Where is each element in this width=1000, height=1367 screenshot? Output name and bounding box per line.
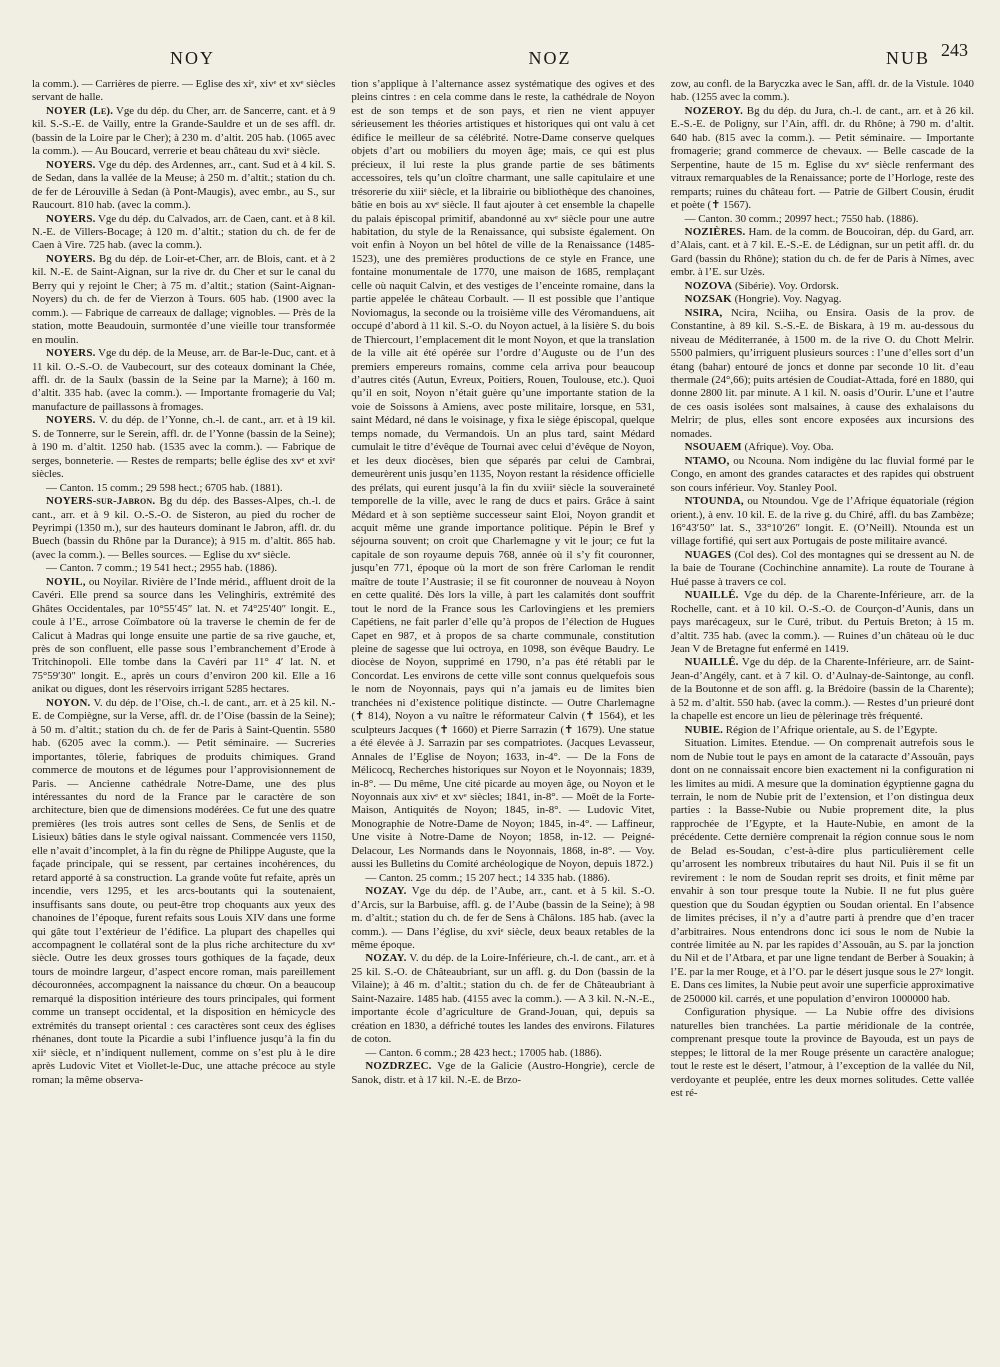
text-columns bbox=[32, 78, 974, 1349]
dictionary-entry bbox=[351, 1060, 654, 1087]
dictionary-entry bbox=[671, 307, 974, 442]
column-1 bbox=[32, 78, 335, 1349]
entry-canton-stats: — Canton. 6 comm.; 28 423 hect.; 17005 hab. (1886). bbox=[365, 1046, 602, 1059]
entry-text: Vge du dép. de la Meuse, arr. de Bar-le-Duc, cant. et à 11 kil. O.-S.-O. de Vaubecourt, sur des coteaux dominant la Chée, affl. dr. de la Saulx (bassin de la Seine par la Marne); à 160 m. d’altit. 335 hab. (avec la comm.). — Importante fromagerie du Val; manufacture de paillassons à fromages. bbox=[32, 347, 336, 413]
dictionary-entry bbox=[351, 885, 654, 952]
entry-text: Configuration physique. — La Nubie offre des divisions naturelles bien tranchées. La partie méridionale de la contrée, comprenant presque toute la province de Bayouda, est un pays de steppes; le littoral de la mer Rouge présente un caractère analogue; tout le reste est le désert, l’atmour, à l’exception de la vallée du Nil, verdoyante et peuplée, entre les deux mornes solitudes. Cette vallée est ré- bbox=[670, 1006, 974, 1099]
dictionary-entry bbox=[671, 280, 974, 293]
dictionary-entry bbox=[32, 576, 335, 697]
entry-headword: NTAMO, bbox=[684, 454, 730, 467]
dictionary-entry bbox=[671, 737, 974, 1006]
dictionary-entry bbox=[32, 347, 335, 414]
dictionary-entry bbox=[671, 455, 974, 495]
running-head-right: NUB bbox=[885, 47, 930, 68]
entry-headword: NUAGES bbox=[684, 548, 732, 561]
running-head-center: NOZ bbox=[528, 47, 572, 68]
entry-headword: NUBIE. bbox=[684, 723, 724, 736]
entry-headword: NOYERS. bbox=[46, 347, 96, 360]
dictionary-entry bbox=[671, 441, 974, 454]
entry-canton-stats: — Canton. 25 comm.; 15 207 hect.; 14 335 hab. (1886). bbox=[365, 871, 611, 884]
entry-text: Bg du dép. du Jura, ch.-l. de cant., arr. et à 26 kil. E.-S.-E. de Poligny, sur l’Ain, affl. dr. du Rhône; à 790 m. d’altit. 640 hab. (815 avec la comm.). — Petit séminaire. — Importante fromagerie; grand commerce de chevaux. — Belle cascade de la Serpentine, haute de 15 m. Eglise du xvᵉ siècle renfermant des vitraux remarquables de la Renaissance; porte de l’Horloge, reste des remparts; ruines du château fort. — Patrie de Gilbert Cousin, érudit et poète (✝ 1567). bbox=[670, 104, 974, 212]
entry-headword: NOYER (Le). bbox=[46, 104, 114, 117]
column-2 bbox=[351, 78, 654, 1349]
dictionary-entry bbox=[671, 105, 974, 226]
entry-text: ou Ntoundou. Vge de l’Afrique équatoriale (région orient.), à env. 10 kil. E. de la rive g. du Chiré, affl. du bas Zambèze; 16°43′50″ lat. S., 33°10′26″ longit. E. (O’Neill). Ntounda est un village fortifié, qui sert aux Portugais de poste militaire avancé. bbox=[670, 495, 974, 548]
dictionary-entry bbox=[671, 78, 974, 105]
entry-text: ou Noyilar. Rivière de l’Inde mérid., affluent droit de la Cavéri. Elle prend sa source dans les Velinghiris, extrémité des Ghâtes Occidentales, par 10°55′45″ lat. N. et 74°25′40″ longit. E., coule à l’E., arrose Coïmbatore où la traverse le chemin de fer de Calicut à Madras qui longe ensuite une partie de sa rive gauche, et, près de son confluent, elle passe sous l’embranchement d’Erode à Tritchinopoli. Elle tombe dans la Cavéri par 11° 4′ lat. N. et 75°59′30″ longit. E., après un cours d’environ 200 kil. Elle a 16 anikat ou digues, dont les réservoirs irrigant 5285 hectares. bbox=[32, 575, 336, 696]
column-3 bbox=[671, 78, 974, 1349]
dictionary-entry bbox=[32, 253, 335, 347]
entry-headword: NOYERS. bbox=[46, 158, 96, 171]
dictionary-entry bbox=[671, 589, 974, 656]
entry-text: Vge du dép. des Ardennes, arr., cant. Sud et à 4 kil. S. de Sedan, dans la vallée de la Meuse; à 250 m. d’altit.; station du ch. de fer de Lérouville à Sedan (à Pont-Maugis), avec embr., au S., sur Raucourt. 810 hab. (avec la comm.). bbox=[32, 158, 336, 212]
dictionary-entry bbox=[671, 495, 974, 549]
entry-text: Vge du dép. de la Charente-Inférieure, arr. de Saint-Jean-d’Angély, cant. et à 7 kil. O. d’Aulnay-de-Saintonge, au confl. de la Boutonne et de son affl. g. la Brédoire (bassin de la Charente); à 52 m. d’altit. 550 hab. (avec la comm.). — Restes d’un prieuré dont la chapelle est encore un lieu de pèlerinage très fréquenté. bbox=[670, 656, 974, 723]
entry-headword: NOZSAK bbox=[684, 293, 732, 306]
entry-text: Vge du dép. du Cher, arr. de Sancerre, cant. et à 9 kil. S.-S.-E. de Vailly, entre la Grande-Sauldre et un de ses affl. dr. (bassin de la Loire par le Cher); à 230 m. d’altit. 205 hab. (1065 avec la comm.). — Au Boucard, verrerie et beau château du xviᵉ siècle. bbox=[32, 104, 336, 158]
entry-text: Ham. de la comm. de Boucoiran, dép. du Gard, arr. d’Alais, cant. et à 7 kil. E.-S.-E. de Lédignan, sur un petit affl. dr. du Gard (bassin du Rhône); station du ch. de fer de Paris à Nîmes, avec embr. à l’E. sur Uzès. bbox=[670, 225, 974, 279]
entry-headword: NTOUNDA, bbox=[684, 495, 744, 508]
dictionary-entry bbox=[671, 724, 974, 737]
entry-text: (Sibérie). Voy. Ordorsk. bbox=[732, 279, 839, 292]
entry-headword: NSOUAEM bbox=[684, 441, 742, 454]
entry-headword: NOZEROY. bbox=[684, 104, 744, 117]
dictionary-entry bbox=[32, 697, 335, 1087]
entry-headword: NOZIÈRES. bbox=[684, 225, 746, 238]
entry-text: Vge de la Galicie (Austro-Hongrie), cercle de Sanok, distr. et à 17 kil. N.-E. de Brzo- bbox=[351, 1060, 655, 1086]
running-head bbox=[30, 40, 970, 76]
entry-canton-stats: — Canton. 15 comm.; 29 598 hect.; 6705 hab. (1881). bbox=[46, 481, 283, 494]
entry-text: Vge du dép. de la Charente-Inférieure, arr. de la Rochelle, cant. et à 10 kil. O.-S.-O. de Courçon-d’Aunis, dans un pays marécageux, sur le Curé, tribut. du Pertuis Breton; à 15 m. d’altit. 735 hab. (avec la comm.). — Ruines d’un château où le duc Jean V de Bretagne fut enfermé en 1419. bbox=[670, 589, 974, 656]
entry-text: tion s’applique à l’alternance assez systématique des ogives et des pleins cintres : en cela comme dans le reste, la cathédrale de Noyon est de son temps et de son pays, et rien ne vient appuyer sérieusement les théories artistiques et historiques qui ont valu à cet édifice le meilleur de sa célébrité. Notre-Dame conserve quelques objets d’art ou mobiliers du moyen âge; mais, ce qui est plus précieux, il lui reste la plus grande partie de ses bâtiments accessoires, tels qu’un cloître charmant, une salle capitulaire et une trésorerie du xiiiᵉ siècle, et la librairie ou bibliothèque des chanoines, bâtie en bois au xvᵉ siècle. Il faut ajouter à cet ensemble la chapelle du palais épiscopal primitif, abandonné au xvᵉ siècle pour une autre habitation, du style de la Renaissance, qui subsiste également. On voit enfin à Noyon un bel hôtel de ville de la Renaissance (1485-1523), une des premières productions de ce style en France, une fontaine monumentale de 1770, une maison de 1685, remplaçant celle où naquit Calvin, et des vestiges de l’enceinte romaine, dans la partie appelée le château Corbault. — Il est possible que l’antique Noviomagus, la seconde ou la troisième ville des Véromanduens, ait occupé d’abord à 11 kil. S.-O. du Noyon actuel, à la lisière S. du bois de Thiercourt, l’emplacement dit le mont Noyon, et que la translation de la ville ait été opérée sur l’ordre d’Auguste ou de l’un des premiers empereurs romains, comme cela arriva pour beaucoup d’autres cités (Autun, Evreux, Poitiers, Rouen, Toulouse, etc.). Quoi qu’il en soit, Noyon n’était guère qu’une importante station de la voie de Soissons à Amiens, avec poste militaire, lorsque, en 531, saint Médard, né dans le voisinage, y fixa le siège épiscopal, quelque temps nomade, du Vermandois. Un an plus tard, saint Médard cumulait le titre d’évêque de Tournai avec celui d’évêque de Noyon, et les deux diocèses, bien que séparés par celui de Cambrai, demeurèrent unis jusqu’en 1135, Noyon restant la résidence officielle des prélats, qui eurent jusqu’à la fin du xviiiᵉ siècle la souveraineté temporelle de la ville, avec le rang de ducs et pairs. Grâce à saint Médard et à son septième successeur saint Eloi, Noyon grandit et acquit même une grande importance politique. Pépin le Bref y séjourna souvent; on croit que Charlemagne y vit le jour; ce fut la capitale de son royaume depuis 768, année où il s’y fit couronner, jusqu’en 771, époque où la mort de son frère Carloman le rendit maître de toute l’Austrasie; il se fit couronner de nouveau à Noyon en cette qualité. Dès lors la ville, à part les calamités dont souffrit tout le nord de la France sous les Carlovingiens et les premiers Capétiens, ne fait parler d’elle qu’à propos de l’élection de Hugues Capet en 987, et à propos de sa charte communale, constitution pleine de sagesse que lui octroya, en 1098, son évêque Baudry. Le diocèse de Noyon, supprimé en 1790, n’a pas été rétabli par le Concordat. Les environs de cette ville sont connus quelquefois sous le nom de Noyonnais, pays qui n’a jamais eu de limites bien tranchées ni d’existence politique distincte. — Outre Charlemagne (✝ 814), Noyon a vu naître le réformateur Calvin (✝ 1564), et les sculpteurs Jacques (✝ 1660) et Pierre Sarrazin (✝ 1679). Une statue a été élevée à J. Sarrazin par ses compatriotes. (Jacques Levasseur, Annales de l’Eglise de Noyon; 1633, in-4°. — De la Fons de Mélicocq, Recherches historiques sur Noyon et le Noyonnais; 1839, in-8°. — Du même, Une cité picarde au moyen âge, ou Noyon et le Noyonnais aux xivᵉ et xvᵉ siècles; 1841, in-8°. — Moët de la Forte-Maison, Antiquités de Noyon; 1845, in-8°. — Ludovic Vitet, Monographie de Notre-Dame de Noyon; 1845, in-4°. — Laffineur, Une visite à Notre-Dame de Noyon; 1858, in-12. — Peigné-Delacour, Les Normands dans le Noyonnais, 1868, in-8°. — Voy. aussi les Bulletins du Comité archéologique de Noyon, depuis 1872.) bbox=[351, 78, 655, 871]
dictionary-entry bbox=[351, 952, 654, 1060]
dictionary-entry bbox=[671, 656, 974, 723]
entry-headword: NOYIL, bbox=[46, 575, 86, 588]
entry-text: Vge du dép. du Calvados, arr. de Caen, cant. et à 8 kil. N.-E. de Villers-Bocage; à 120 m. d’altit.; station du ch. de fer de Caen à Vire. 725 hab. (avec la comm.). bbox=[32, 212, 336, 252]
entry-headword: NOYERS. bbox=[46, 212, 96, 225]
dictionary-entry bbox=[32, 105, 335, 159]
entry-headword: NOZAY. bbox=[365, 885, 407, 898]
entry-headword: NOYERS. bbox=[46, 414, 96, 427]
entry-text: la comm.). — Carrières de pierre. — Eglise des xiᵉ, xivᵉ et xvᵉ siècles servant de halle. bbox=[32, 78, 336, 104]
entry-headword: NOYERS. bbox=[46, 252, 96, 265]
entry-text: Situation. Limites. Etendue. — On comprenait autrefois sous le nom de Nubie tout le pays en amont de la cataracte d’Assouân, pays dont on ne connaissait encore bien exactement ni la configuration ni les limites au midi. A mesure que la domination égyptienne gagna du terrain, le nom de Nubie prit de l’extension, et l’on distingua deux parties : la Basse-Nubie ou Nubie proprement dite, la plus rapprochée de l’Egypte, et la Haute-Nubie, en amont de la précédente. Cette dernière comprenait la région connue sous le nom de Belad es-Soudan, c’est-à-dire plus particulièrement celle qu’arrosent les nombreux tributaires du haut Nil. Puis il se fit un revirement : le nom de Soudan reprit ses droits, et finit même par envahir à son tour presque toute la Nubie. Il ne fut plus guère question que du Soudan égyptien ou Soudan oriental. En l’absence de limites précises, il n’y a d’autre parti à prendre que d’en tracer d’arbitraires. Nous entendrons donc ici sous le nom de Nubie la contrée limitée au N. par les rapides d’Assouân, au S. par la jonction du Nil et de l’Atbara, et par une ligne tendant de Berber à Souakin; à l’E. par la mer Rouge, et à l’O. par le désert jusque sous le 27ᵉ longit. E. Dans ces limites, la Nubie peut avoir une superficie approximative de 250000 kil. carrés, et une population d’environ 1000000 hab. bbox=[670, 737, 974, 1005]
entry-headword: NOZAY. bbox=[365, 952, 407, 965]
dictionary-entry bbox=[671, 549, 974, 589]
entry-headword: NUAILLÉ. bbox=[684, 589, 739, 602]
entry-text: (Afrique). Voy. Oba. bbox=[741, 441, 834, 454]
entry-text: Vge du dép. de l’Aube, arr., cant. et à 5 kil. S.-O. d’Arcis, sur la Barbuise, affl. g. de l’Aube (bassin de la Seine); à 98 m. d’altit.; station du ch. de fer de Sens à Châlons. 185 hab. (avec la comm.). — Dans l’église, du xviᵉ siècle, deux beaux retables de la même époque. bbox=[351, 885, 655, 951]
entry-headword: NUAILLÉ. bbox=[684, 656, 739, 669]
entry-text: zow, au confl. de la Baryczka avec le San, affl. dr. de la Vistule. 1040 hab. (1255 avec la comm.). bbox=[670, 78, 974, 104]
dictionary-entry bbox=[671, 226, 974, 280]
entry-text: Bg du dép. de Loir-et-Cher, arr. de Blois, cant. et à 2 kil. N.-E. de Saint-Aignan, sur la rive dr. du Cher et sur le canal du Berry qui y rejoint le Cher; à 75 m. d’altit.; station (Saint-Aignan-Noyers) du ch. de fer de Vierzon à Tours. 605 hab. (1900 avec la comm.). — Fabrique de carreaux de dallage; vignobles. — Près de la station, motte Beaudouin, surmontée d’une vieille tour transformée en moulin. bbox=[32, 252, 336, 346]
entry-headword: NSIRA, bbox=[684, 306, 723, 319]
entry-canton-stats: — Canton. 30 comm.; 20997 hect.; 7550 hab. (1886). bbox=[684, 212, 919, 225]
running-head-left: NOY bbox=[170, 47, 215, 68]
entry-text: V. du dép. de la Loire-Inférieure, ch.-l. de cant., arr. et à 25 kil. S.-O. de Châteaubriant, sur un affl. g. du Don (bassin de la Vilaine); à 46 m. d’altit.; station du ch. de fer de Châteaubriant à Saint-Nazaire. 1485 hab. (4155 avec la comm.). — A 3 kil. N.-N.-E., importante école d’agriculture de Grand-Jouan, qui, depuis sa création en 1830, a défriché toutes les landes des environs. Filatures de coton. bbox=[351, 952, 655, 1046]
entry-headword: NOZOVA bbox=[684, 279, 733, 292]
entry-text: Région de l’Afrique orientale, au S. de l’Egypte. bbox=[723, 723, 938, 736]
dictionary-entry bbox=[351, 78, 654, 885]
dictionary-entry bbox=[32, 414, 335, 495]
entry-text: (Hongrie). Voy. Nagyag. bbox=[731, 293, 842, 306]
dictionary-entry bbox=[32, 495, 335, 576]
entry-headword: NOYON. bbox=[46, 696, 91, 709]
entry-canton-stats: — Canton. 7 comm.; 19 541 hect.; 2955 hab. (1886). bbox=[46, 562, 278, 575]
entry-headword: NOYERS-sur-Jabron. bbox=[46, 495, 156, 508]
entry-text: Ncira, Nciiha, ou Ensira. Oasis de la prov. de Constantine, à 89 kil. S.-S.-E. de Biskara, à 19 m. au-dessous du niveau de Méditerranée, à 1500 m. de la rive O. du Chott Melrir. 5500 palmiers, qu’irriguent plusieurs sources : l’une d’elles sort d’un étang (bahar) entouré de joncs et donne par seconde 10 lit. d’eau thermale (24°,66); puits artésien de Coudiat-Attada, foré en 1880, qui donne 2800 lit. par minute. A 1 kil. N. oasis d’Ourir. L’une et l’autre de ces oasis isolées sont malsaines, à cause des exhalaisons du Melrir; de plus, elles sont encore exposées aux incursions des nomades. bbox=[670, 306, 974, 440]
dictionary-entry bbox=[671, 1006, 974, 1100]
entry-text: V. du dép. de l’Oise, ch.-l. de cant., arr. et à 25 kil. N.-E. de Compiègne, sur la Verse, affl. dr. de l’Oise (bassin de la Seine); à 50 m. d’altit.; station du ch. de fer de Paris à Saint-Quentin. 5580 hab. (6205 avec la comm.). — Petit séminaire. — Sucreries importantes, tôlerie, fabriques de produits chimiques. Grand commerce de moutons et de légumes pour l’approvisionnement de Paris. — Ancienne cathédrale Notre-Dame, une des plus intéressantes du nord de la France par le caractère de son architecture, bien que de dimensions modérées. Ce fut une des quatre premières (les trois autres sont celles de Sens, de Senlis et de Lisieux) bâties dans le style ogival naissant. Commencée vers 1150, elle n’avait d’incomplet, à la fin du règne de Philippe Auguste, que la façade principale, qui se ressent, par certaines incohérences, du retard apporté à sa construction. La grande voûte fut refaite, après un incendie, vers 1295, et les arcs-boutants qui la soutenaient, insuffisants sans doute, ou peut-être trop choquants aux yeux des chanoines de l’époque, furent refaits sous Louis XIV dans une forme qui gâte tout l’extérieur de l’édifice. La plupart des chapelles qui accompagnent le collatéral sont de la plus riche architecture du xvᵉ siècle. Outre les deux grosses tours gothiques de la façade, deux tours de moindre largeur, d’aspect encore roman, mais pareillement découronnées, accompagnent la naissance du chœur. On a beaucoup remarqué la disposition intérieure des tours principales, qui forment comme un transept occidental, et la disposition en hémicycle des extrémités du transept oriental : ces caractères sont ceux des églises rhénanes, dont toute la Picardie a subi l’influence jusqu’à la fin du xiiᵉ siècle, et n’indiquent nullement, comme on s’est plu à le dire après Ludovic Vitet et Viollet-le-Duc, une attache précoce au style roman; la même observa- bbox=[32, 696, 336, 1086]
entry-headword: NOZDRZEC. bbox=[365, 1060, 432, 1073]
dictionary-entry bbox=[671, 293, 974, 306]
entry-text: V. du dép. de l’Yonne, ch.-l. de cant., arr. et à 19 kil. S. de Tonnerre, sur le Serein, affl. dr. de l’Yonne (bassin de la Seine); à 190 m. d’altit. 1250 hab. (1535 avec la comm.). — Fabrique de serges, bonneterie. — Restes de remparts; belle église des xvᵉ et xviᵉ siècles. bbox=[32, 414, 336, 481]
entry-text: ou Ncouna. Nom indigène du lac fluvial formé par le Congo, en amont des grandes cataractes et des rapides qui obstruent son cours inférieur. Voy. Stanley Pool. bbox=[670, 454, 974, 494]
entry-text: (Col des). Col des montagnes qui se dressent au N. de la baie de Tourane (Cochinchine annamite). La route de Tourane à Hué passe à travers ce col. bbox=[670, 548, 974, 588]
page-number: 243 bbox=[941, 40, 968, 60]
dictionary-entry bbox=[32, 159, 335, 213]
dictionary-entry bbox=[32, 213, 335, 253]
dictionary-entry bbox=[32, 78, 335, 105]
entry-text: Bg du dép. des Basses-Alpes, ch.-l. de cant., arr. et à 9 kil. O.-S.-O. de Sisteron, au pied du rocher de Peyrimpi (1350 m.), sur des hauteurs dominant le Jabron, affl. dr. du Buech (bassin du Rhône par la Durance); à 915 m. d’altit. 865 hab. (avec la comm.). — Belles sources. — Eglise du xvᵉ siècle. bbox=[32, 495, 336, 561]
